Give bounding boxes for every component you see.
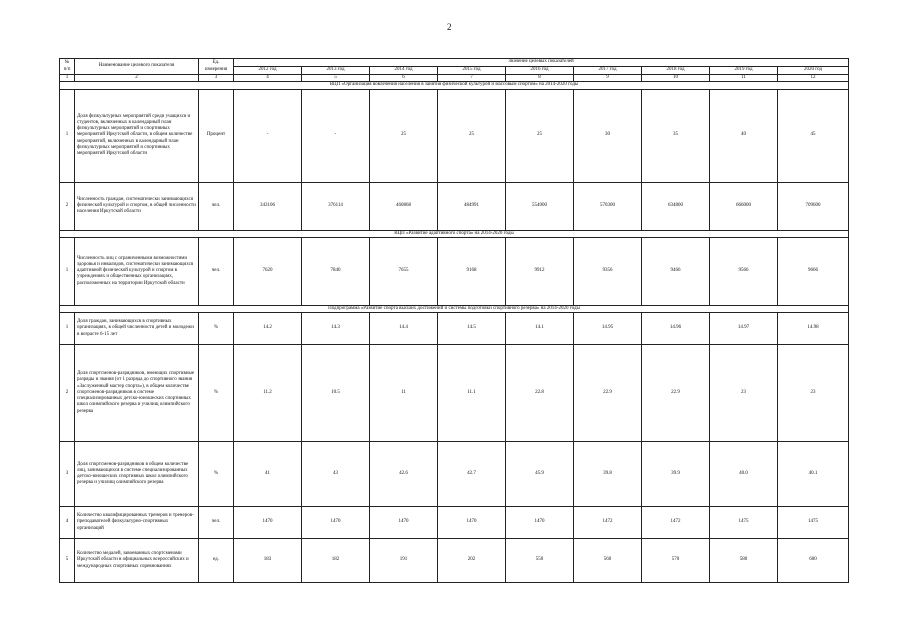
value-cell: 43 xyxy=(302,442,370,507)
value-cell: 9168 xyxy=(438,237,506,305)
header-year: 2018 год xyxy=(642,67,710,75)
value-cell: 460868 xyxy=(370,182,438,230)
value-cell: 10.5 xyxy=(302,345,370,442)
header-unit: Ед. измерения xyxy=(199,59,234,75)
value-cell: 11.1 xyxy=(438,345,506,442)
value-cell: 1470 xyxy=(438,507,506,539)
value-cell: 1470 xyxy=(302,507,370,539)
column-number: 12 xyxy=(778,75,849,82)
table-row xyxy=(60,442,849,507)
row-number: 2 xyxy=(60,182,75,230)
value-cell: - xyxy=(302,89,370,182)
value-cell: 39.8 xyxy=(574,442,642,507)
value-cell: 25 xyxy=(438,89,506,182)
header-name: Наименование целевого показателя xyxy=(75,59,199,75)
value-cell: 30 xyxy=(574,89,642,182)
value-cell: 9912 xyxy=(506,237,574,305)
value-cell: 9566 xyxy=(710,237,778,305)
value-cell: 1470 xyxy=(370,507,438,539)
value-cell: 191 xyxy=(370,539,438,583)
value-cell: 9356 xyxy=(574,237,642,305)
value-cell: 14.3 xyxy=(302,313,370,345)
column-number: 4 xyxy=(234,75,302,82)
value-cell: 23 xyxy=(710,345,778,442)
table-row xyxy=(60,237,849,305)
value-cell: 1470 xyxy=(234,507,302,539)
value-cell: 550 xyxy=(506,539,574,583)
indicator-name: Доля спортсменов-разрядников, имеющих спортивные разряды и звания (от 1 разряда до спортивного звания «Заслуженный мастер спорта»), в общем количестве спортсменов-разрядников в системе специализированных детско-юношеских спортивных школ олимпийского резерва и училищ олимпийского резерва xyxy=(75,345,199,442)
value-cell: 7620 xyxy=(234,237,302,305)
header-year: 2015 год xyxy=(438,67,506,75)
row-number: 1 xyxy=(60,313,75,345)
value-cell: 14.5 xyxy=(438,313,506,345)
page-number: 2 xyxy=(447,22,452,32)
column-number: 1 xyxy=(60,75,75,82)
column-number: 8 xyxy=(506,75,574,82)
value-cell: 484991 xyxy=(438,182,506,230)
indicator-name: Численность лиц с ограниченными возможностями здоровья и инвалидов, систематически занимающихся адаптивной физической культурой и спортом в учреждениях и общественных организациях, расположенных на территории Иркутской области xyxy=(75,237,199,305)
value-cell: 1470 xyxy=(506,507,574,539)
header-num: № п/п xyxy=(60,59,75,75)
value-cell: 40 xyxy=(710,89,778,182)
value-cell: 22.8 xyxy=(506,345,574,442)
unit-cell: % xyxy=(199,442,234,507)
column-number: 11 xyxy=(710,75,778,82)
value-cell: 42.6 xyxy=(370,442,438,507)
value-cell: 11 xyxy=(370,345,438,442)
table-row xyxy=(60,507,849,539)
column-number: 2 xyxy=(75,75,199,82)
value-cell: 634800 xyxy=(642,182,710,230)
value-cell: 666000 xyxy=(710,182,778,230)
indicator-name: Численность граждан, систематически занимающихся физической культурой и спортом, в общей численности населения Иркутской области xyxy=(75,182,199,230)
value-cell: 202 xyxy=(438,539,506,583)
value-cell: 22.9 xyxy=(642,345,710,442)
value-cell: 1475 xyxy=(710,507,778,539)
header-year: 2012 год xyxy=(234,67,302,75)
value-cell: 1475 xyxy=(778,507,849,539)
row-number: 4 xyxy=(60,507,75,539)
row-number: 1 xyxy=(60,89,75,182)
value-cell: 23 xyxy=(778,345,849,442)
indicator-name: Доля спортсменов-разрядников в общем количестве лиц, занимающихся в системе специализированных детско-юношеских спортивных школ олимпийского резерва и училищ олимпийского резерва xyxy=(75,442,199,507)
row-number: 5 xyxy=(60,539,75,583)
value-cell: 1472 xyxy=(642,507,710,539)
table-row xyxy=(60,89,849,182)
value-cell: 45.9 xyxy=(506,442,574,507)
unit-cell: Процент xyxy=(199,89,234,182)
table-row xyxy=(60,345,849,442)
unit-cell: ед. xyxy=(199,539,234,583)
column-number: 10 xyxy=(642,75,710,82)
value-cell: 14.4 xyxy=(370,313,438,345)
value-cell: 35 xyxy=(642,89,710,182)
indicator-name: Доля граждан, занимающихся в спортивных организациях, в общей численности детей и молодежи в возрасте 6-15 лет xyxy=(75,313,199,345)
unit-cell: % xyxy=(199,345,234,442)
column-number: 3 xyxy=(199,75,234,82)
value-cell: 40.1 xyxy=(778,442,849,507)
value-cell: 570 xyxy=(642,539,710,583)
table-row xyxy=(60,539,849,583)
value-cell: 570300 xyxy=(574,182,642,230)
value-cell: 9666 xyxy=(778,237,849,305)
header-year: 2019 год xyxy=(710,67,778,75)
value-cell: 45 xyxy=(778,89,849,182)
header-year: 2013 год xyxy=(302,67,370,75)
column-number: 9 xyxy=(574,75,642,82)
value-cell: 183 xyxy=(234,539,302,583)
value-cell: 376114 xyxy=(302,182,370,230)
value-cell: 41 xyxy=(234,442,302,507)
column-number: 6 xyxy=(370,75,438,82)
table-row xyxy=(60,313,849,345)
header-year: 2016 год xyxy=(506,67,574,75)
header-year: 2020 год xyxy=(778,67,849,75)
value-cell: 709600 xyxy=(778,182,849,230)
row-number: 3 xyxy=(60,442,75,507)
value-cell: 11.2 xyxy=(234,345,302,442)
value-cell: 40.0 xyxy=(710,442,778,507)
unit-cell: чел. xyxy=(199,237,234,305)
section-title: ВЦП «Организация вовлечения населения в занятия физической культурой и массовым спортом» на 2014-2020 годы xyxy=(60,82,849,89)
table-row xyxy=(60,182,849,230)
value-cell: 39.9 xyxy=(642,442,710,507)
row-number: 2 xyxy=(60,345,75,442)
value-cell: 1472 xyxy=(574,507,642,539)
value-cell: 42.7 xyxy=(438,442,506,507)
value-cell: 560 xyxy=(574,539,642,583)
value-cell: 14.1 xyxy=(506,313,574,345)
value-cell: 14.2 xyxy=(234,313,302,345)
indicator-name: Доля физкультурных мероприятий среди учащихся и студентов, включенных в календарный план физкультурных мероприятий и спортивных мероприятий Иркутской области, в общем количестве мероприятий, включенных в календарный план физкультурных мероприятий и спортивных мероприятий Иркутской области xyxy=(75,89,199,182)
value-cell: 600 xyxy=(778,539,849,583)
unit-cell: % xyxy=(199,313,234,345)
section-title: Подпрограмма «Развитие спорта высших достижений и системы подготовки спортивного резерва» на 2014-2020 годы xyxy=(60,305,849,312)
value-cell: 580 xyxy=(710,539,778,583)
header-values: Значение целевых показателей xyxy=(234,59,849,67)
value-cell: 554000 xyxy=(506,182,574,230)
value-cell: 7655 xyxy=(370,237,438,305)
column-number: 5 xyxy=(302,75,370,82)
value-cell: 343106 xyxy=(234,182,302,230)
value-cell: 14.98 xyxy=(778,313,849,345)
value-cell: 182 xyxy=(302,539,370,583)
value-cell: 25 xyxy=(370,89,438,182)
indicator-name: Количество медалей, завоеванных спортсменами Иркутской области в официальных всероссийских и международных спортивных соревнованиях xyxy=(75,539,199,583)
value-cell: 25 xyxy=(506,89,574,182)
header-year: 2017 год xyxy=(574,67,642,75)
column-number: 7 xyxy=(438,75,506,82)
header-year: 2014 год xyxy=(370,67,438,75)
value-cell: - xyxy=(234,89,302,182)
row-number: 1 xyxy=(60,237,75,305)
indicators-table xyxy=(59,58,849,583)
indicator-name: Количество квалифицированных тренеров и тренеров-преподавателей физкультурно-спортивных организаций xyxy=(75,507,199,539)
value-cell: 14.97 xyxy=(710,313,778,345)
value-cell: 7840 xyxy=(302,237,370,305)
unit-cell: чел. xyxy=(199,182,234,230)
value-cell: 14.95 xyxy=(574,313,642,345)
section-title: ВЦП «Развитие адаптивного спорта» на 2014-2020 годы xyxy=(60,230,849,237)
value-cell: 22.9 xyxy=(574,345,642,442)
value-cell: 9466 xyxy=(642,237,710,305)
unit-cell: чел. xyxy=(199,507,234,539)
value-cell: 14.96 xyxy=(642,313,710,345)
